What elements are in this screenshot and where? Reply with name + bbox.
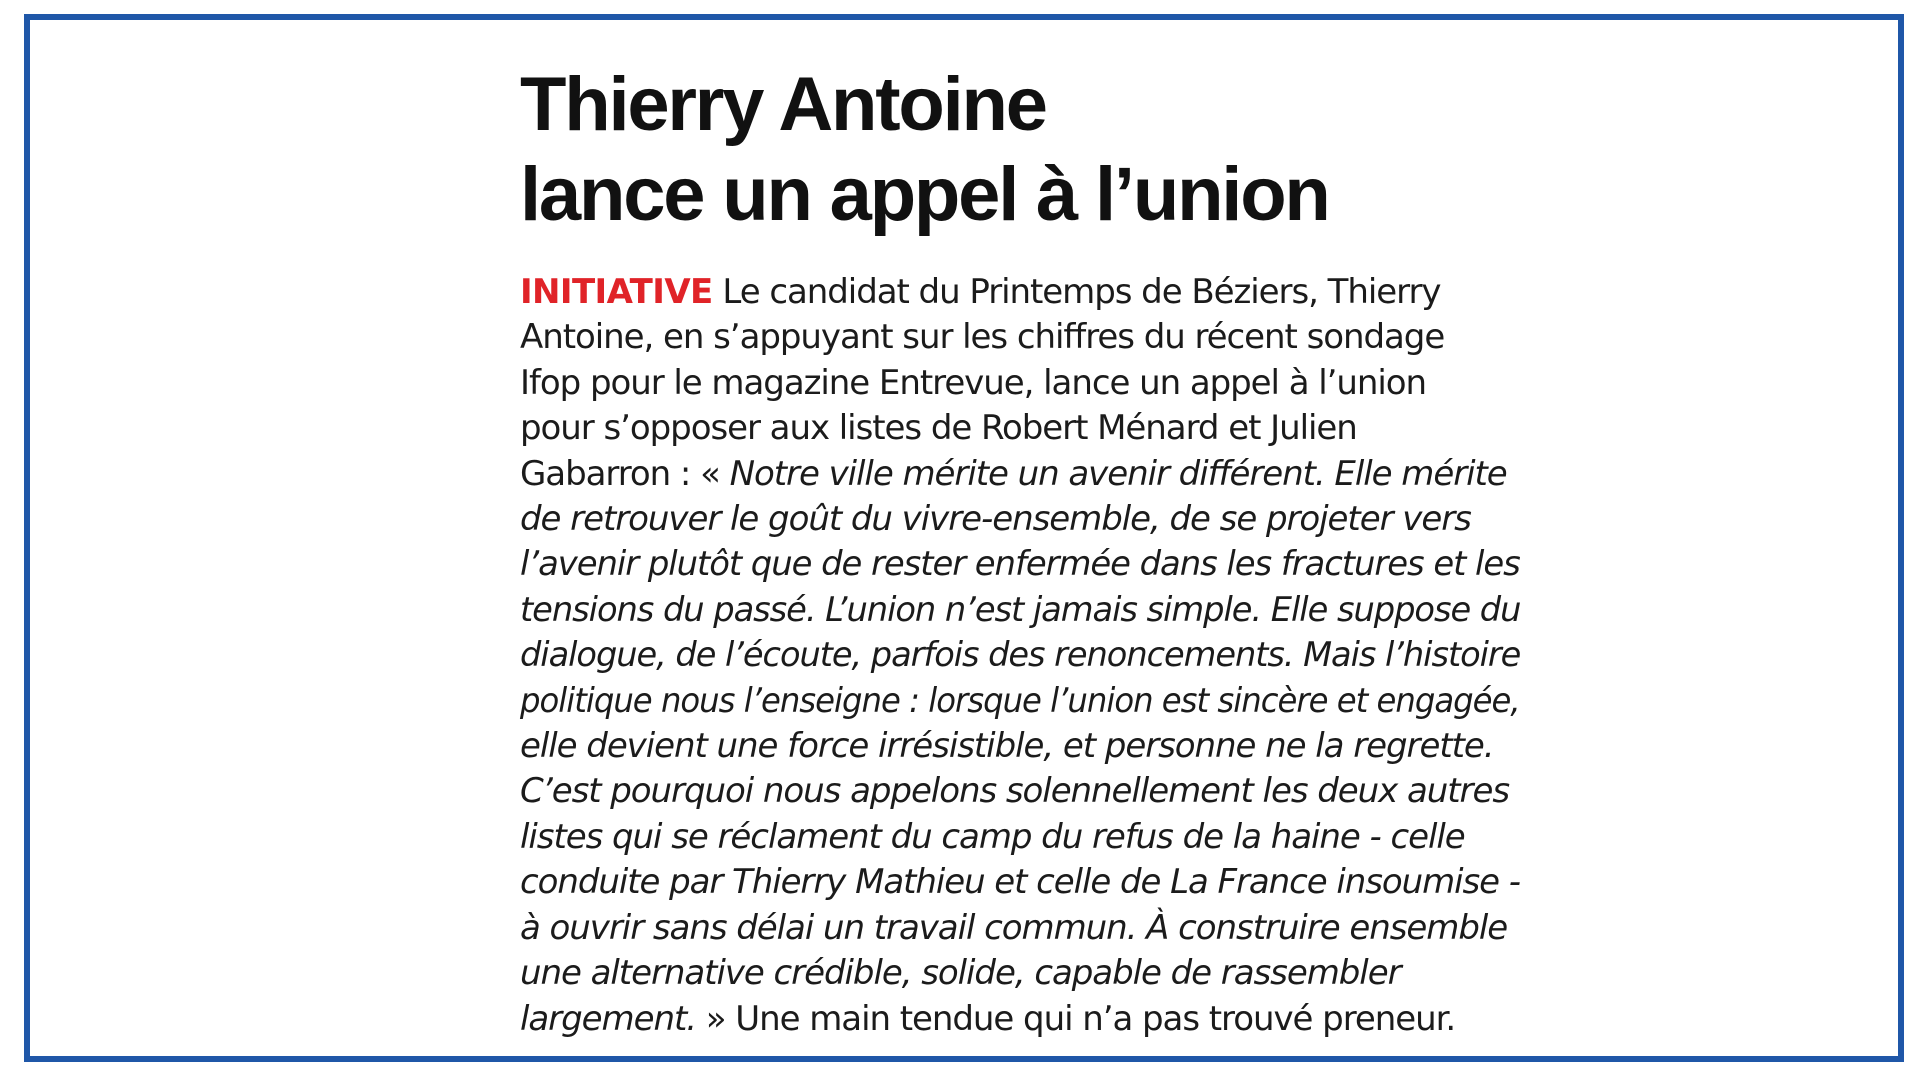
body-text: pour s’opposer aux listes de Robert Ménard et Julien [520, 408, 1357, 449]
body-line [520, 815, 1520, 860]
body-line [520, 452, 1520, 497]
body-line [520, 769, 1520, 814]
quote-text: conduite par Thierry Mathieu et celle de La France insoumise - [520, 862, 1520, 903]
body-line [520, 497, 1520, 542]
body-line [520, 406, 1520, 451]
quote-text: elle devient une force irrésistible, et personne ne la regrette. [520, 726, 1494, 767]
quote-text: l’avenir plutôt que de rester enfermée dans les fractures et les [520, 544, 1520, 585]
body-line [520, 951, 1520, 996]
body-line [520, 860, 1519, 905]
quote-text: politique nous l’enseigne : lorsque l’union est sincère et engagée, [520, 680, 1520, 721]
body-text: Ifop pour le magazine Entrevue, lance un appel à l’union [520, 362, 1427, 403]
kicker-label: INITIATIVE [520, 272, 713, 312]
body-line [520, 679, 1520, 724]
body-line [520, 906, 1520, 951]
body-text: Le candidat du Printemps de Béziers, Thierry [712, 272, 1441, 312]
body-line [520, 361, 1520, 406]
quote-text: Notre ville mérite un avenir différent. Elle mérite [729, 453, 1507, 494]
body-text: Gabarron : « [520, 453, 730, 494]
quote-text: tensions du passé. L’union n’est jamais simple. Elle suppose du [520, 589, 1521, 630]
body-line [520, 588, 1521, 633]
article-frame [24, 14, 1904, 1062]
quote-text: C’est pourquoi nous appelons solennellement les deux autres [520, 771, 1509, 812]
quote-text: à ouvrir sans délai un travail commun. À construire ensemble [520, 907, 1508, 948]
quote-text: largement. [520, 998, 696, 1039]
quote-text: dialogue, de l’écoute, parfois des renoncements. Mais l’histoire [520, 635, 1521, 676]
body-line [520, 542, 1520, 587]
body-line [520, 270, 1520, 315]
quote-text: une alternative crédible, solide, capable de rassembler [520, 953, 1401, 994]
body-line [520, 315, 1520, 360]
quote-text: listes qui se réclament du camp du refus de la haine - celle [520, 816, 1465, 857]
headline-line: lance un appel à l’union [520, 152, 1329, 237]
body-line [520, 997, 1520, 1042]
headline-line: Thierry Antoine [520, 62, 1046, 147]
body-text: » Une main tendue qui n’a pas trouvé preneur. [696, 998, 1456, 1039]
body-line [520, 724, 1520, 769]
body-line [520, 633, 1521, 678]
article [520, 60, 1520, 1042]
quote-text: de retrouver le goût du vivre-ensemble, de se projeter vers [520, 499, 1471, 540]
headline [520, 60, 1520, 240]
body-text: Antoine, en s’appuyant sur les chiffres du récent sondage [520, 317, 1445, 358]
article-body [520, 270, 1520, 1042]
